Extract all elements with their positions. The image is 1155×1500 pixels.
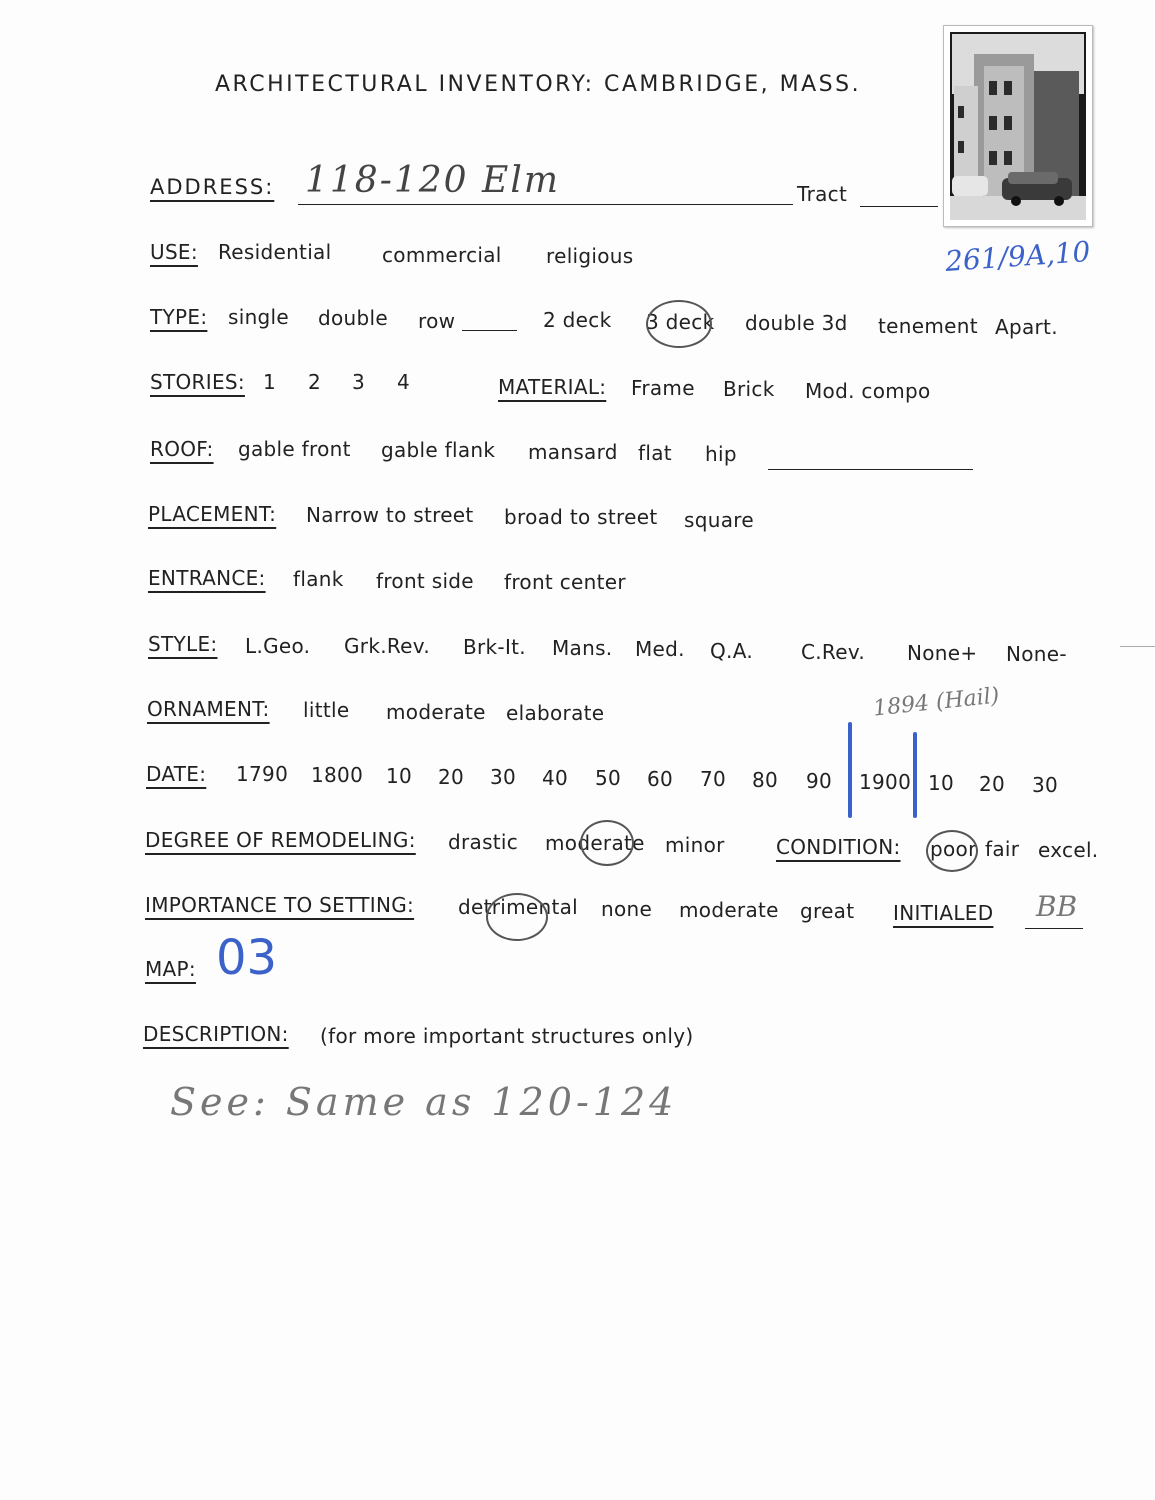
- placement-option-narrow: Narrow to street: [306, 503, 474, 527]
- stories-option-4: 4: [397, 370, 411, 394]
- form-title: ARCHITECTURAL INVENTORY: CAMBRIDGE, MASS.: [215, 72, 862, 97]
- date-option-1790: 1790: [236, 762, 289, 786]
- date-option-20: 20: [438, 765, 465, 789]
- condition-label: CONDITION:: [776, 835, 901, 859]
- use-label: USE:: [150, 240, 198, 264]
- date-option-1800: 1800: [311, 763, 364, 787]
- address-label: ADDRESS:: [150, 175, 275, 199]
- date-option-50: 50: [595, 766, 622, 790]
- address-value: 118-120 Elm: [305, 160, 560, 201]
- importance-option-none: none: [601, 897, 653, 921]
- condition-option-fair: fair: [985, 837, 1020, 861]
- type-option-double-3d: double 3d: [745, 311, 848, 335]
- style-option-none-plus: None+: [907, 641, 978, 665]
- map-value: 03: [216, 930, 278, 986]
- style-option-c-rev: C.Rev.: [801, 640, 866, 664]
- roof-option-mansard: mansard: [528, 440, 618, 464]
- stories-label: STORIES:: [150, 370, 245, 394]
- date-option-40: 40: [542, 766, 569, 790]
- entrance-option-flank: flank: [293, 567, 344, 591]
- stories-option-1: 1: [263, 370, 277, 394]
- remodeling-circle-mark: [580, 820, 634, 866]
- remodeling-label: DEGREE OF REMODELING:: [145, 828, 416, 852]
- description-value: See: Same as 120-124: [170, 1080, 678, 1124]
- stories-option-3: 3: [352, 370, 366, 394]
- roof-option-hip: hip: [705, 442, 737, 466]
- remodeling-option-minor: minor: [665, 833, 725, 857]
- roof-other-blank: [768, 469, 973, 470]
- date-option-20-2: 20: [979, 772, 1006, 796]
- importance-circle-mark: [486, 893, 548, 941]
- type-option-single: single: [228, 305, 290, 329]
- entrance-label: ENTRANCE:: [148, 566, 266, 590]
- style-option-q-a: Q.A.: [710, 639, 753, 663]
- use-option-residential: Residential: [218, 240, 332, 264]
- date-label: DATE:: [146, 762, 207, 786]
- type-option-2-deck: 2 deck: [543, 308, 612, 332]
- importance-option-great: great: [800, 899, 855, 923]
- date-option-30: 30: [490, 765, 517, 789]
- remodeling-option-drastic: drastic: [448, 830, 519, 854]
- initialed-value: BB: [1036, 890, 1078, 923]
- building-photo: [943, 25, 1093, 227]
- condition-circle-mark: [926, 830, 978, 872]
- building-photo-image: [944, 26, 1092, 226]
- style-option-l-geo: L.Geo.: [245, 634, 311, 658]
- use-option-commercial: commercial: [382, 243, 502, 267]
- material-option-mod-compo: Mod. compo: [805, 379, 931, 403]
- ornament-option-elaborate: elaborate: [506, 701, 605, 725]
- roof-option-flat: flat: [638, 441, 672, 465]
- date-annotation: 1894 (Hail): [872, 683, 1001, 722]
- entrance-option-front-side: front side: [376, 569, 474, 593]
- ornament-option-little: little: [303, 698, 350, 722]
- date-option-1900: 1900: [859, 770, 912, 794]
- ornament-option-moderate: moderate: [386, 700, 486, 724]
- description-label: DESCRIPTION:: [143, 1022, 289, 1046]
- roof-option-gable-front: gable front: [238, 437, 351, 461]
- importance-option-detrimental: detrimental: [458, 895, 579, 919]
- stories-option-2: 2: [308, 370, 322, 394]
- map-label: MAP:: [145, 957, 196, 981]
- style-option-mans: Mans.: [552, 636, 613, 660]
- edge-rule: [1120, 646, 1155, 647]
- initialed-underline: [1025, 928, 1083, 929]
- condition-option-excel: excel.: [1038, 838, 1099, 862]
- material-option-brick: Brick: [723, 377, 775, 401]
- type-circle-mark: [646, 300, 715, 348]
- condition-option-poor: poor: [930, 837, 977, 861]
- type-option-row: row: [418, 309, 456, 333]
- importance-option-moderate: moderate: [679, 898, 779, 922]
- date-bracket-left: [848, 722, 852, 818]
- roof-option-gable-flank: gable flank: [381, 438, 496, 462]
- date-option-10-2: 10: [928, 771, 955, 795]
- photo-reference: 261/9A,10: [944, 234, 1092, 279]
- initialed-label: INITIALED: [893, 901, 994, 925]
- style-option-med: Med.: [635, 637, 685, 661]
- importance-label: IMPORTANCE TO SETTING:: [145, 893, 415, 917]
- type-label: TYPE:: [150, 305, 208, 329]
- roof-label: ROOF:: [150, 437, 214, 461]
- use-option-religious: religious: [546, 244, 634, 268]
- type-option-3-deck: 3 deck: [646, 310, 715, 334]
- date-option-90: 90: [806, 769, 833, 793]
- ornament-label: ORNAMENT:: [147, 697, 270, 721]
- date-bracket-right: [913, 732, 917, 818]
- remodeling-option-moderate: moderate: [545, 831, 645, 855]
- placement-option-broad: broad to street: [504, 505, 658, 529]
- tract-label: Tract: [797, 182, 848, 206]
- date-option-70: 70: [700, 767, 727, 791]
- date-option-10: 10: [386, 764, 413, 788]
- address-underline: [298, 204, 793, 205]
- style-label: STYLE:: [148, 632, 218, 656]
- style-option-grk-rev: Grk.Rev.: [344, 634, 431, 658]
- style-option-none-minus: None-: [1006, 642, 1067, 666]
- date-option-30-2: 30: [1032, 773, 1059, 797]
- entrance-option-front-center: front center: [504, 570, 626, 594]
- type-option-double: double: [318, 306, 388, 330]
- material-label: MATERIAL:: [498, 375, 607, 399]
- material-option-frame: Frame: [631, 376, 695, 400]
- type-option-apart: Apart.: [995, 315, 1058, 339]
- date-option-80: 80: [752, 768, 779, 792]
- tract-underline: [860, 206, 938, 207]
- description-note: (for more important structures only): [320, 1024, 694, 1048]
- style-option-brk-it: Brk-It.: [463, 635, 526, 659]
- date-option-60: 60: [647, 767, 674, 791]
- placement-option-square: square: [684, 508, 754, 532]
- placement-label: PLACEMENT:: [148, 502, 277, 526]
- type-option-tenement: tenement: [878, 314, 978, 338]
- type-row-blank: [462, 330, 517, 331]
